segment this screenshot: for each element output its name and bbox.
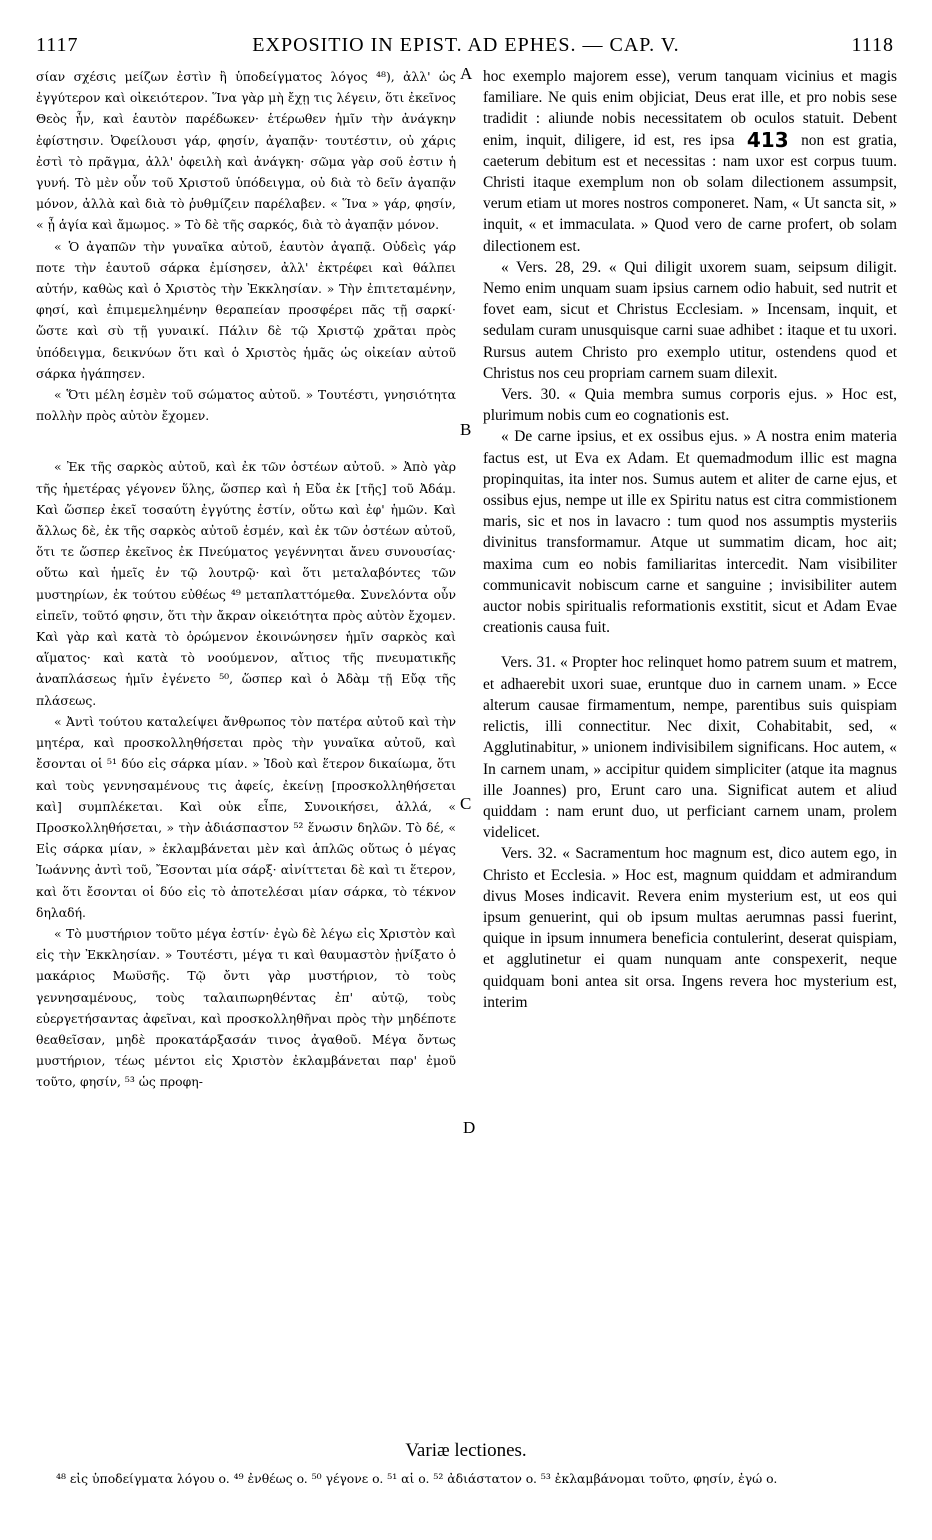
margin-letter-a: A [460, 64, 473, 83]
greek-paragraph: σίαν σχέσις μείζων ἐστὶν ἢ ὑποδείγματος λόγος ⁴⁸), ἀλλ' ὡς ἐγγύτερον καὶ οἰκειότερον. Ἵνα γὰρ μὴ ἔχῃ τις λέγειν, ὅτι ἐκεῖνος Θεὸς ἦν, καὶ ἑαυτὸν παρέδωκεν· ἑτέρωθεν ἡμῖν τὴν ἀνάγκην ἐφίστησιν. Ὀφείλουσι γάρ, φησίν, ἀγαπᾷν· τουτέστιν, οὐ χάρις ἐστὶ τὸ πρᾶγμα, ἀλλ' ὀφειλὴ καὶ ἀνάγκη· σῶμα γὰρ σοῦ ἐστιν ἡ γυνή. Τὸ μὲν οὖν τοῦ Χριστοῦ ὑπόδειγμα, οὐ διὰ τὸ δεῖν ἀγαπᾷν μόνον, ἀλλὰ καὶ διὰ τὸ ῥυθμίζειν παρέλαβεν. « Ἵνα » γάρ, φησίν, « ᾖ ἁγία καὶ ἄμωμος. » Τὸ δὲ τῆς σαρκός, διὰ τὸ ἀγαπᾷν μόνον. [36, 69, 456, 233]
latin-paragraph: Vers. 31. « Propter hoc relinquet homo patrem suum et matrem, et adhaerebit uxori suae, eruntque duo in carnem unam. » Ecce alterum causae firmamentum, nempe, parentibus suis quispiam relictis, illi connectitur. Nec dixit, Cohabitabit, sed, « Agglutinabitur, » unionem indivisibilem significans. Hoc autem, « In carnem unam, » accipitur quidem simpliciter (atque ita magnus ille Joannes) pro, Erunt caro una. Significat autem et aliud quiddam : nam erunt duo, ut perficiant carnem unam, prolem videlicet. [483, 654, 897, 842]
margin-letter-d: D [463, 1118, 476, 1137]
margin-letter-c: C [460, 794, 472, 813]
greek-paragraph: « Ὅτι μέλη ἐσμὲν τοῦ σώματος αὐτοῦ. » Τουτέστι, γνησιότητα πολλὴν πρὸς αὐτὸν ἔχομεν. [36, 387, 456, 424]
greek-paragraph: « Τὸ μυστήριον τοῦτο μέγα ἐστίν· ἐγὼ δὲ λέγω εἰς Χριστὸν καὶ εἰς τὴν Ἐκκλησίαν. » Τουτέστι, μέγα τι καὶ θαυμαστὸν ᾐνίξατο ὁ μακάριος Μωϋσῆς. Τῷ ὄντι γὰρ μυστήριον, τὸ τοὺς γεννησαμένους, τοὺς ταλαιπωρηθέντας ἐπ' αὐτῷ, τοὺς εὐεργετήσαντας ἀφεῖναι, καὶ προσκολληθῆναι πρὸς τὴν μηδέποτε θεαθεῖσαν, μηδὲ προκατάρξασάν τινος ἀγαθοῦ. Μέγα ὄντως μυστήριον, τέως μέντοι εἰς Χριστὸν ἐκλαμβάνεται παρ' ἐμοῦ τοῦτο, φησίν, ⁵³ ὡς προφη- [36, 925, 456, 1090]
latin-text: non est gratia, caeterum debitum est et necessitas : nam uxor est corpus tuum. Christi itaque exemplum non ob solam dilectionem assumpsit, verum etiam ut mores nostros componeret. Nam, « Ut sancta sit, » inquit, « et immaculata. » Quod vero de carne profert, ob solam dilectionem est. [483, 131, 897, 255]
page-number-left: 1117 [36, 34, 79, 56]
latin-paragraph: Vers. 30. « Quia membra sumus corporis ejus. » Hoc est, plurimum nobis cum eo cognationis est. [483, 386, 897, 425]
latin-paragraph [483, 66, 897, 257]
margin-letter-b: B [460, 420, 472, 439]
greek-paragraph: « Ὁ ἀγαπῶν τὴν γυναῖκα αὐτοῦ, ἑαυτὸν ἀγαπᾷ. Οὐδεὶς γάρ ποτε τὴν ἑαυτοῦ σάρκα ἐμίσησεν, ἀλλ' ἐκτρέφει καὶ θάλπει αὐτήν, καθὼς καὶ ὁ Χριστὸς τὴν Ἐκκλησίαν. » Τὴν ἐπιτεταμένην, φησί, καὶ ἐπιμεμελημένην θεραπείαν προσφέρει πᾶς τῇ σαρκί· ὥστε καὶ σὺ τῇ γυναικί. Πάλιν δὲ τῷ Χριστῷ χρᾶται πρὸς ὑπόδειγμα, δεικνύων ὅτι καὶ ὁ Χριστὸς ἡμᾶς ὡς οἰκείαν αὐτοῦ σάρκα ἠγάπησεν. [36, 238, 456, 381]
latin-paragraph: « Vers. 28, 29. « Qui diligit uxorem suam, seipsum diligit. Nemo enim unquam suam ipsius carnem odio habuit, sed nutrit et fovet eam, sicut et Christus Ecclesiam. » Incensam, inquit, et sedulam curam unusquisque carni suae adhibet : itaque et tu uxori. Rursus autem Christo pro exemplo utitur, ostendens quod et Christus nos ceu propriam carnem suam dilexit. [483, 258, 897, 382]
greek-column [36, 66, 456, 1093]
page-marker: 413 [746, 127, 789, 152]
latin-paragraph: Vers. 32. « Sacramentum hoc magnum est, dico autem ego, in Christo et Ecclesia. » Hoc est, magnum quiddam et admirandum divus Moses indicavit. Revera enim mysterium est, ut eos qui ipsum genuerint, qui ob ipsum multas aerumnas passi fuerint, quique in ipsum innumera beneficia contulerint, deserat quispiam, et agglutinetur ei quam nunquam ante conspexerit, neque quidquam boni antea sit orsa. Ingens revera hoc mysterium est, interim [483, 845, 897, 1011]
latin-text: hoc exemplo majorem esse), verum tanquam vicinius et magis familiare. Ne quis enim objiciat, Deus erat ille, et pro nobis sese tradidit : aliunde nobis necessitatem ob oculos statuit. Debent enim, inquit, diligere, id est, res ipsa [483, 68, 897, 149]
latin-paragraph: « De carne ipsius, et ex ossibus ejus. » A nostra enim materia factus est, ut Eva ex Adam. Et quemadmodum illic est magna propinquitas, ita inter nos. Sumus autem et aliter de carne ejus, et ossibus ejus, nempe ut ille ex Spiritu natus est citra commistionem maris, sic et nos in lavacro : tum quod nos assumptis mysteriis divinitus transformamur. Atque ut summatim dicam, hoc ait; maxima cum eo nobis familiaritas intercedit. Nam visibiliter communicavit nobiscum carne et sanguine ; invisibiliter autem auctor nobis spiritualis reformationis exstitit, sicut et Adam Evae creationis causa fuit. [483, 428, 897, 637]
page-number-right: 1118 [851, 34, 894, 56]
running-title: EXPOSITIO IN EPIST. AD EPHES. — CAP. V. [252, 34, 680, 56]
latin-column [483, 66, 897, 1013]
variant-readings-notes: ⁴⁸ εἰς ὑποδείγματα λόγου o. ⁴⁹ ἐνθέως o. ⁵⁰ γέγονε o. ⁵¹ αἱ o. ⁵² ἀδιάστατον o. ⁵³ ἐκλαμβάνομαι τοῦτο, φησίν, ἐγώ o. [56, 1471, 778, 1486]
greek-paragraph: « Ἀντὶ τούτου καταλείψει ἄνθρωπος τὸν πατέρα αὐτοῦ καὶ τὴν μητέρα, καὶ προσκολληθήσεται πρὸς τὴν γυναῖκα αὐτοῦ, καὶ ἔσονται οἱ ⁵¹ δύο εἰς σάρκα μίαν. » Ἰδοὺ καὶ ἕτερον δικαίωμα, ὅτι καὶ τοὺς γεννησαμένους τις ἀφείς, ἐκείνῃ [προσκολληθήσεται καὶ] συμπλέκεται. Καὶ οὐκ εἶπε, Συνοικήσει, ἀλλά, « Προσκολληθήσεται, » τὴν ἀδιάσπαστον ⁵² ἕνωσιν δηλῶν. Τὸ δέ, « Εἰς σάρκα μίαν, » ἐκλαμβάνεται μὲν καὶ ἁπλῶς οὕτως ὁ μέγας Ἰωάννης ἀντὶ τοῦ, Ἔσονται μία σάρξ· αἰνίττεται δὲ καὶ τι ἕτερον, καὶ ὅτι ἔσονται οἱ δύο εἰς τὸ ἀποτελέσαι μίαν σάρκα, τὸ τέκνον δηλαδή. [36, 713, 456, 920]
greek-paragraph: « Ἐκ τῆς σαρκὸς αὐτοῦ, καὶ ἐκ τῶν ὀστέων αὐτοῦ. » Ἀπὸ γὰρ τῆς ἡμετέρας γέγονεν ὕλης, ὥσπερ καὶ ἡ Εὔα ἐκ [τῆς] τοῦ Ἀδάμ. Καὶ ὥσπερ ἐκεῖ τοσαύτη ἐγγύτης ἐστίν, οὕτω καὶ ἐφ' ἡμῶν. Καὶ ἄλλως δὲ, ἐκ τῆς σαρκὸς αὐτοῦ ἐσμέν, καὶ ἐκ τῶν ὀστέων αὐτοῦ, ὅτι τε ὥσπερ ἐκεῖνος ἐκ Πνεύματος γεγέννηται ἄνευ συνουσίας· οὕτω καὶ ἡμεῖς ἐν τῷ λουτρῷ· καὶ ὅτι μεταλαβόντες τῶν μυστηρίων, ἐκ τούτου εὐθέως ⁴⁹ μεταπλαττόμεθα. Συνελόντα οὖν εἰπεῖν, τοῦτό φησιν, ὅτι τὴν ἄκραν οἰκειότητα πρὸς αὐτὸν ἔχομεν. Καὶ γὰρ καὶ κατὰ τὸ ὁρώμενον ἐκοινώνησεν ἡμῖν σαρκὸς καὶ αἵματος· καὶ κατὰ τὸ νοούμενον, αἴτιος τῆς πνευματικῆς ἀναπλάσεως ἡμῖν ἐγένετο ⁵⁰, ὥσπερ καὶ ὁ Ἀδὰμ τῇ Εὔᾳ τῆς πλάσεως. [36, 459, 456, 708]
variant-readings-heading: Variæ lectiones. [405, 1440, 527, 1461]
